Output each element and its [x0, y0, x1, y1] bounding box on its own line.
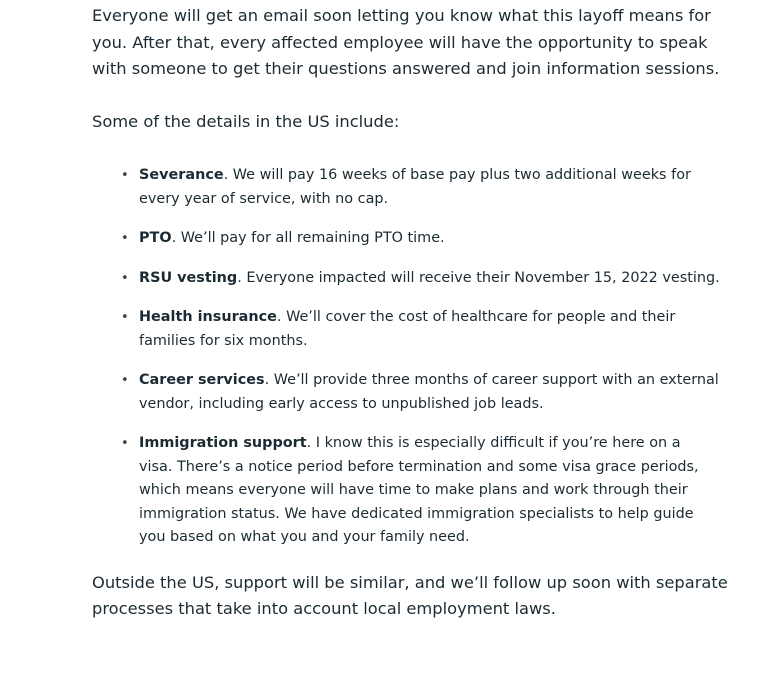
benefit-health-insurance — [121, 306, 732, 353]
bullet-icon: • — [121, 310, 129, 325]
benefit-career-services — [121, 369, 732, 416]
benefit-pto — [121, 227, 732, 251]
benefits-list — [92, 164, 732, 550]
benefit-term: Health insurance — [139, 309, 277, 325]
benefit-term: RSU vesting — [139, 269, 238, 286]
benefit-text: . We’ll cover the cost of healthcare for people and their families for six months. — [139, 309, 676, 349]
benefit-text: . Everyone impacted will receive their November 15, 2022 vesting. — [237, 269, 720, 286]
outro-paragraph: Outside the US, support will be similar, and we’ll follow up soon with separate processes that take into account local employment laws. — [92, 572, 728, 618]
benefit-term: Career services — [139, 372, 265, 388]
benefit-severance — [121, 164, 732, 211]
bullet-icon: • — [121, 270, 129, 286]
benefit-immigration-support — [121, 432, 711, 550]
benefit-text: . I know this is especially difficult if you’re here on a visa. There’s a notice period before termination and some visa grace periods, which means everyone will have time to make plans and work through their immigration status. We have dedicated immigration specialists to help guide you based on what you and your family need. — [139, 435, 699, 545]
bullet-icon: • — [121, 231, 129, 246]
benefit-rsu-vesting — [121, 267, 732, 291]
bullet-icon: • — [121, 373, 129, 388]
details-heading: Some of the details in the US include: — [92, 111, 400, 131]
benefit-term: Immigration support — [139, 435, 307, 451]
benefit-text: . We’ll provide three months of career support with an external vendor, including early access to unpublished job leads. — [139, 372, 719, 412]
bullet-icon: • — [121, 436, 129, 451]
intro-paragraph: Everyone will get an email soon letting you know what this layoff means for you. After that, every affected employee will have the opportunity to speak with someone to get their questions answered and join information sessions. — [92, 6, 720, 78]
benefit-term: Severance — [139, 167, 224, 183]
bullet-icon: • — [121, 168, 129, 183]
article-body — [92, 3, 732, 623]
benefit-text: . We will pay 16 weeks of base pay plus two additional weeks for every year of service, with no cap. — [139, 167, 691, 207]
benefit-text: . We’ll pay for all remaining PTO time. — [171, 230, 445, 246]
benefit-term: PTO — [139, 230, 172, 246]
